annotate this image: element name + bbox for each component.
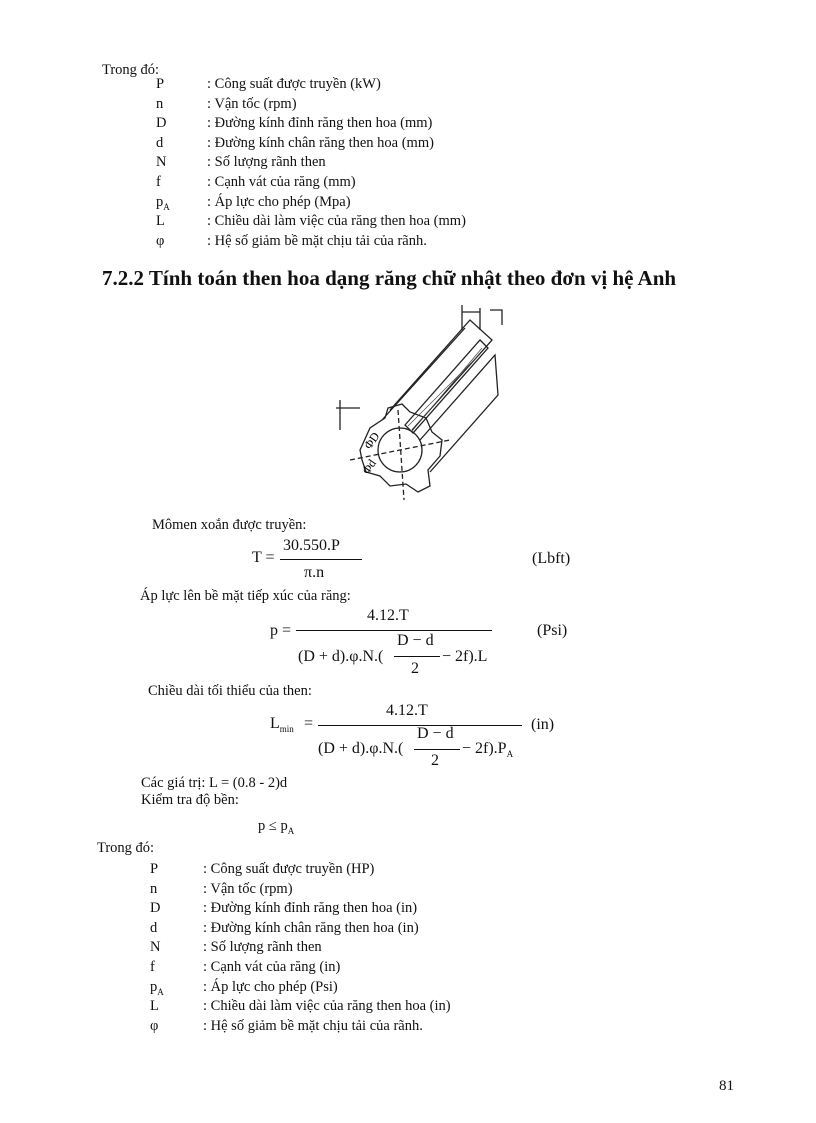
pressure-label: Áp lực lên bề mặt tiếp xúc của răng:	[140, 588, 351, 604]
check-formula-sub: A	[287, 825, 295, 836]
min-length-subscript: min	[279, 724, 294, 735]
check-text: Kiểm tra độ bền:	[141, 792, 239, 808]
legend-description: : Số lượng rãnh then	[203, 939, 322, 956]
check-formula	[258, 818, 294, 836]
legend-description: : Số lượng rãnh then	[207, 154, 326, 171]
legend-symbol: n	[150, 880, 158, 897]
legend-description: : Đường kính đỉnh răng then hoa (in)	[203, 900, 418, 917]
min-length-inner-bar	[414, 749, 460, 750]
legend-symbol: n	[156, 95, 164, 112]
legend-symbol: $p_A$	[156, 193, 170, 212]
min-length-lhs	[270, 715, 294, 734]
pressure-lhs: p =	[270, 622, 292, 639]
legend-symbol: N	[150, 939, 161, 956]
torque-lhs: T =	[252, 549, 275, 566]
pressure-inner-num: D − d	[397, 632, 434, 649]
legend-title-bottom: Trong đó:	[97, 840, 155, 856]
pressure-numerator: 4.12.T	[367, 607, 409, 624]
legend-symbol: d	[150, 919, 158, 936]
min-length-inner-den: 2	[431, 752, 439, 769]
legend-symbol: D	[150, 900, 161, 917]
legend-symbol: $p_A$	[150, 978, 164, 997]
legend-symbol: D	[156, 115, 167, 132]
legend-symbol: P	[150, 861, 159, 877]
pressure-unit: (Psi)	[537, 622, 568, 639]
values-text: Các giá trị: L = (0.8 - 2)d	[141, 775, 288, 791]
legend-description: : Áp lực cho phép (Psi)	[203, 978, 338, 995]
legend-symbol: P	[156, 76, 165, 92]
legend-symbol: φ	[150, 1017, 159, 1034]
legend-description: : Chiều dài làm việc của răng then hoa (mm)	[207, 213, 466, 230]
legend-symbol: φ	[156, 232, 165, 249]
torque-denominator: π.n	[304, 564, 325, 581]
torque-fraction-bar	[280, 559, 362, 560]
min-length-symbol: L	[270, 715, 280, 732]
legend-symbol: f	[156, 174, 161, 190]
pressure-den-right: − 2f).L	[442, 648, 488, 665]
check-formula-text: p ≤ p	[258, 818, 288, 834]
legend-description: : Hệ số giảm bề mặt chịu tải của rãnh.	[203, 1017, 423, 1034]
pressure-inner-den: 2	[411, 660, 419, 677]
torque-unit: (Lbft)	[532, 550, 571, 567]
min-length-den-right-sub: A	[506, 749, 514, 760]
legend-description: : Đường kính chân răng then hoa (mm)	[207, 134, 434, 151]
legend-title-top: Trong đó:	[102, 62, 160, 78]
legend-symbol: L	[150, 998, 159, 1015]
legend-description: : Công suất được truyền (kW)	[207, 76, 381, 92]
legend-description: : Hệ số giảm bề mặt chịu tải của rãnh.	[207, 232, 427, 249]
legend-description: : Công suất được truyền (HP)	[203, 861, 375, 877]
legend-symbol: d	[156, 134, 164, 151]
min-length-den-right-text: − 2f).P	[462, 740, 507, 757]
legend-description: : Đường kính đỉnh răng then hoa (mm)	[207, 115, 433, 132]
legend-description: : Cạnh vát của răng (in)	[203, 959, 341, 975]
legend-description: : Vận tốc (rpm)	[207, 95, 297, 112]
pressure-inner-bar	[394, 656, 440, 657]
min-length-inner-num: D − d	[417, 725, 454, 742]
dia-d-label: Φd	[358, 456, 379, 477]
min-length-eq: =	[304, 715, 314, 732]
legend-symbol: N	[156, 154, 167, 171]
legend-description: : Vận tốc (rpm)	[203, 880, 293, 897]
dia-D-label: ΦD	[360, 429, 383, 452]
torque-label: Mômen xoắn được truyền:	[152, 517, 307, 533]
legend-description: : Đường kính chân răng then hoa (in)	[203, 919, 419, 936]
min-length-numerator: 4.12.T	[386, 702, 428, 719]
spline-shaft-figure	[330, 300, 510, 510]
legend-description: : Áp lực cho phép (Mpa)	[207, 193, 351, 210]
legend-symbol: f	[150, 959, 155, 975]
legend-description: : Chiều dài làm việc của răng then hoa (in)	[203, 998, 451, 1015]
min-length-den-left: (D + d).φ.N.(	[318, 740, 404, 757]
legend-symbol: L	[156, 213, 165, 230]
min-length-den-right	[462, 740, 513, 759]
pressure-den-left: (D + d).φ.N.(	[298, 648, 384, 665]
torque-numerator: 30.550.P	[283, 537, 340, 554]
min-length-unit: (in)	[531, 716, 555, 733]
legend-description: : Cạnh vát của răng (mm)	[207, 174, 356, 190]
min-length-label: Chiều dài tối thiểu của then:	[148, 683, 312, 699]
pressure-fraction-bar	[296, 630, 492, 631]
page-number: 81	[719, 1078, 734, 1094]
section-heading: 7.2.2 Tính toán then hoa dạng răng chữ nhật theo đơn vị hệ Anh	[102, 266, 677, 290]
